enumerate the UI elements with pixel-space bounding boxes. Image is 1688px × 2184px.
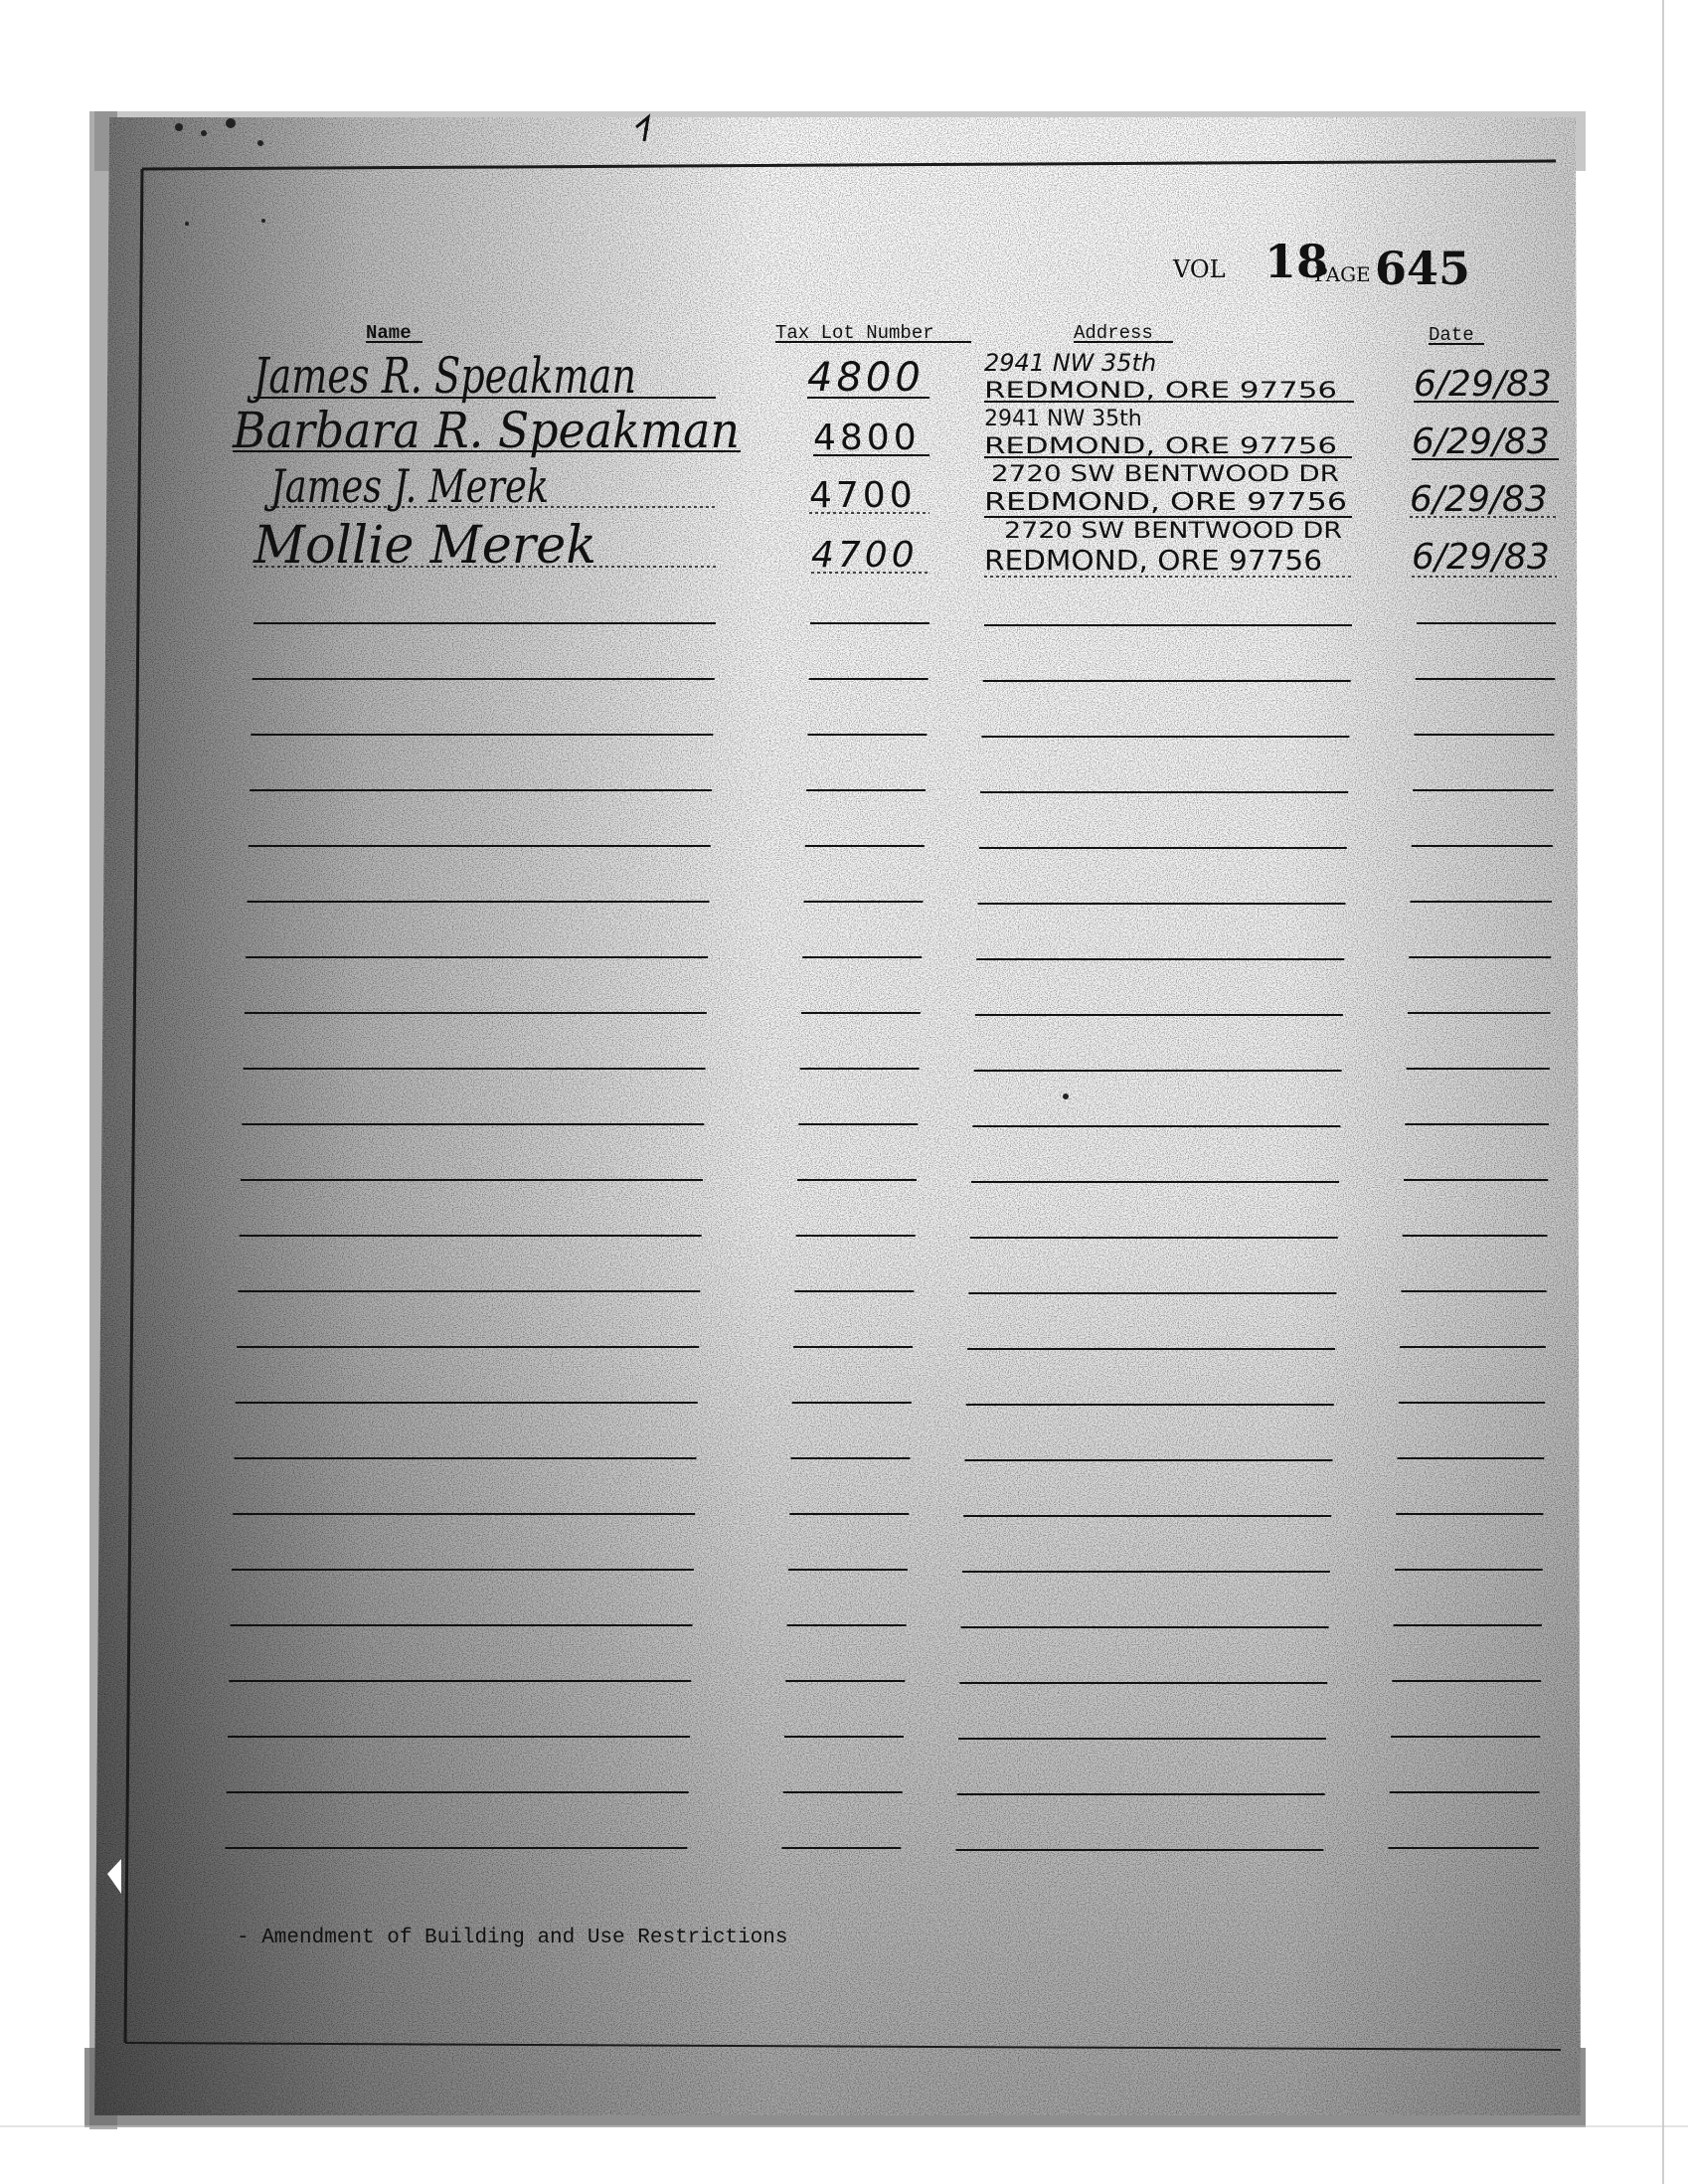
date-signed: 6/29/83 bbox=[1412, 421, 1550, 462]
column-header-tax-lot: Tax Lot Number bbox=[775, 322, 934, 344]
vol-number: 18 bbox=[1265, 235, 1329, 288]
signature-name: James R. Speakman bbox=[247, 347, 636, 405]
column-header-name: Name bbox=[366, 322, 412, 344]
tax-lot-number: 4800 bbox=[807, 355, 925, 401]
address-line-1: 2941 NW 35th bbox=[984, 407, 1142, 431]
date-signed: 6/29/83 bbox=[1414, 364, 1552, 405]
address-line-2: REDMOND, ORE 97756 bbox=[984, 434, 1337, 459]
page-number: 645 bbox=[1375, 242, 1471, 295]
signature-name: Barbara R. Speakman bbox=[232, 402, 740, 459]
address-line-1: 2720 SW BENTWOOD DR bbox=[1004, 519, 1342, 544]
address-line-2: REDMOND, ORE 97756 bbox=[984, 379, 1337, 404]
page-label: PAGE bbox=[1314, 262, 1371, 286]
tax-lot-number: 4700 bbox=[811, 535, 919, 576]
column-header-address: Address bbox=[1074, 322, 1153, 344]
tax-lot-number: 4700 bbox=[809, 475, 917, 516]
date-signed: 6/29/83 bbox=[1412, 537, 1550, 578]
signature-name: Mollie Merek bbox=[253, 516, 596, 576]
date-signed: 6/29/83 bbox=[1410, 479, 1548, 520]
vol-label: VOL bbox=[1173, 255, 1226, 283]
address-line-1: 2720 SW BENTWOOD DR bbox=[991, 462, 1339, 487]
address-line-2: REDMOND, ORE 97756 bbox=[984, 487, 1347, 516]
address-line-2: REDMOND, ORE 97756 bbox=[984, 544, 1322, 577]
footer-caption: - Amendment of Building and Use Restrictions bbox=[237, 1927, 788, 1949]
address-line-1: 2941 NW 35th bbox=[984, 349, 1157, 377]
column-header-date: Date bbox=[1429, 324, 1474, 346]
signature-name: James J. Merek bbox=[263, 459, 549, 513]
tax-lot-number: 4800 bbox=[813, 418, 921, 458]
